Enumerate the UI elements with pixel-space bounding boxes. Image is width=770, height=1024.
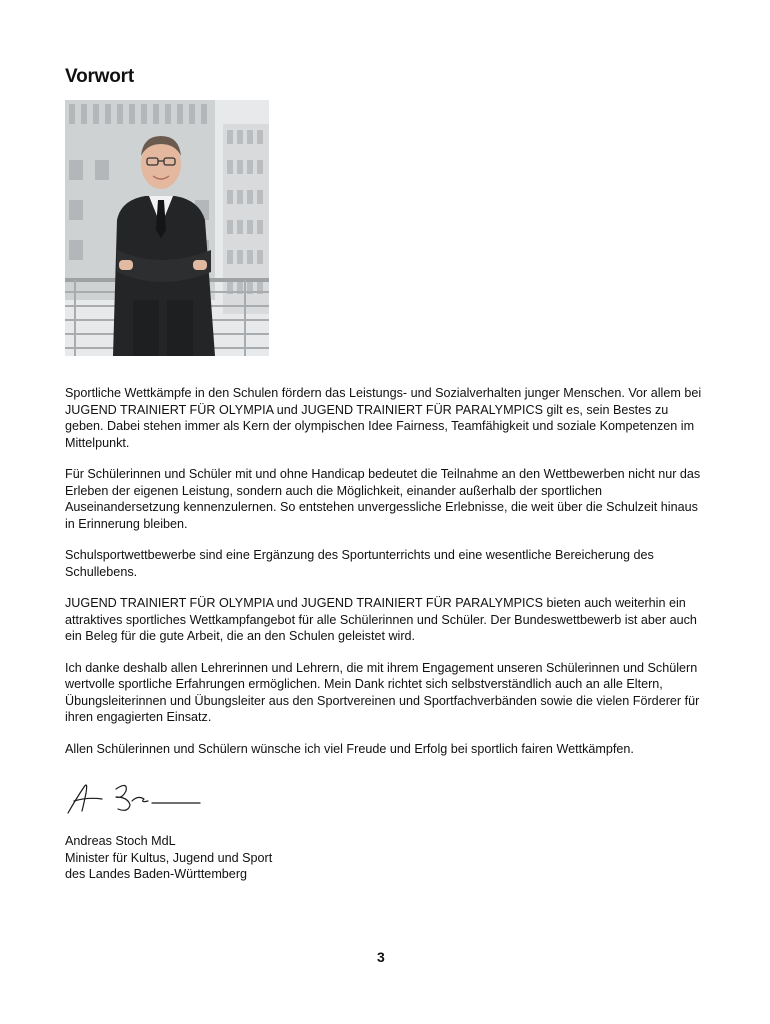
paragraph: Schulsportwettbewerbe sind eine Ergänzung des Sportunterrichts und eine wesentliche Bereicherung des Schullebens. bbox=[65, 548, 654, 579]
portrait-photo bbox=[65, 100, 269, 356]
paragraph: Allen Schülerinnen und Schülern wünsche ich viel Freude und Erfolg bei sportlich fairen Wettkämpfen. bbox=[65, 741, 634, 756]
foreword-text bbox=[65, 385, 705, 772]
signer-position: Minister für Kultus, Jugend und Sport bbox=[65, 850, 273, 865]
paragraph: JUGEND TRAINIERT FÜR OLYMPIA und JUGEND TRAINIERT FÜR PARALYMPICS bieten auch weiterhin ein attraktives sportliches Wettkampfangebot für alle Schülerinnen und Schüler. Der Bundeswettbewerb ist aber auch ein Beleg für die gute Arbeit, die an den Schulen geleistet wird. bbox=[65, 596, 697, 643]
page-number: 3 bbox=[377, 949, 385, 965]
signer-block bbox=[65, 833, 272, 883]
paragraph: Für Schülerinnen und Schüler mit und ohne Handicap bedeutet die Teilnahme an den Wettbewerben nicht nur das Erleben der eigenen Leistung, sondern auch die Möglichkeit, einander außerhalb der sportlichen Auseinandersetzung kennenzulernen. So entstehen unvergessliche Erlebnisse, die weit über die Schulzeit hinaus in Erinnerung bleiben. bbox=[65, 467, 701, 531]
paragraph: Ich danke deshalb allen Lehrerinnen und Lehrern, die mit ihrem Engagement unseren Schülerinnen und Schülern wertvolle sportliche Erfahrungen ermöglichen. Mein Dank richtet sich selbstverständlich auch an alle Eltern, Übungsleiterinnen und Übungsleiter aus den Sportvereinen und Sportfachverbänden sowie die vielen Förderer für ihren engagierten Einsatz. bbox=[65, 660, 700, 724]
paragraph: Sportliche Wettkämpfe in den Schulen fördern das Leistungs- und Sozialverhalten junger Menschen. Vor allem bei JUGEND TRAINIERT FÜR OLYMPIA und JUGEND TRAINIERT FÜR PARALYMPICS gilt es, sein Bestes zu geben. Dabei stehen immer als Kern der olympischen Idee Fairness, Teamfähigkeit und soziale Kompetenzen im Mittelpunkt. bbox=[65, 386, 702, 450]
handwritten-signature bbox=[64, 773, 204, 823]
signer-name: Andreas Stoch MdL bbox=[65, 834, 176, 848]
page-title: Vorwort bbox=[65, 66, 134, 87]
signer-state: des Landes Baden-Württemberg bbox=[65, 867, 248, 881]
